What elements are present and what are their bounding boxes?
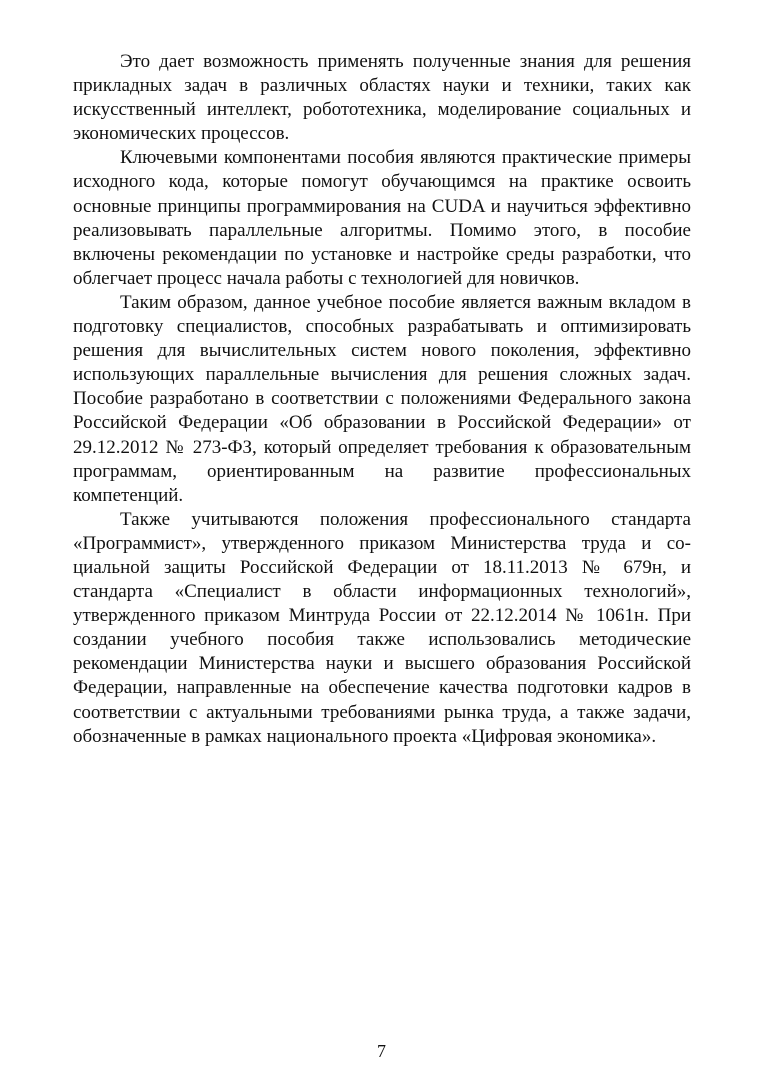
paragraph-standards: Также учитываются положения профессионального стандарта «Программист», утвержденного приказом Министерства труда и социальной защиты Российской Федерации от 18.11.2013 № 679н, и стандарта «Специалист в области информационных технологий», утвержденного приказом Минтруда России от 22.12.2014 № 1061н. При создании учебного пособия также использовались методические рекомендации Министерства науки и высшего образования Российской Федерации, направленные на обеспечение качества подготовки кадров в соответствии с актуальными требованиями рынка труда, а также задачи, обозначенные в рамках национального проекта «Цифровая экономика». (73, 508, 691, 747)
page-number: 7 (377, 1041, 386, 1061)
paragraph-contribution: Таким образом, данное учебное пособие является важным вкладом в подготовку специалистов, способных разрабатывать и оптимизировать решения для вычислительных систем нового поколения, эффективно использующих параллельные вычисления для решения сложных задач. Пособие разработано в соответствии с положениями Федерального закона Российской Федерации «Об образовании в Российской Федерации» от 29.12.2012 № 273-ФЗ, который определяет требования к образовательным программам, ориентированным на развитие профессиональных компетенций. (73, 291, 691, 506)
paragraph-key-components: Ключевыми компонентами пособия являются практические примеры исходного кода, которые помогут обучающимся на практике освоить основные принципы программирования на CUDA и научиться эффективно реализовывать параллельные алгоритмы. Помимо этого, в пособие включены рекомендации по установке и настройке среды разработки, что облегчает процесс начала работы с технологией для новичков. (73, 147, 691, 289)
page-body-text (73, 50, 691, 749)
paragraph-applications: Это дает возможность применять полученные знания для решения прикладных задач в различных областях науки и техники, таких как искусственный интеллект, робототехника, моделирование социальных и экономических процессов. (73, 51, 691, 145)
